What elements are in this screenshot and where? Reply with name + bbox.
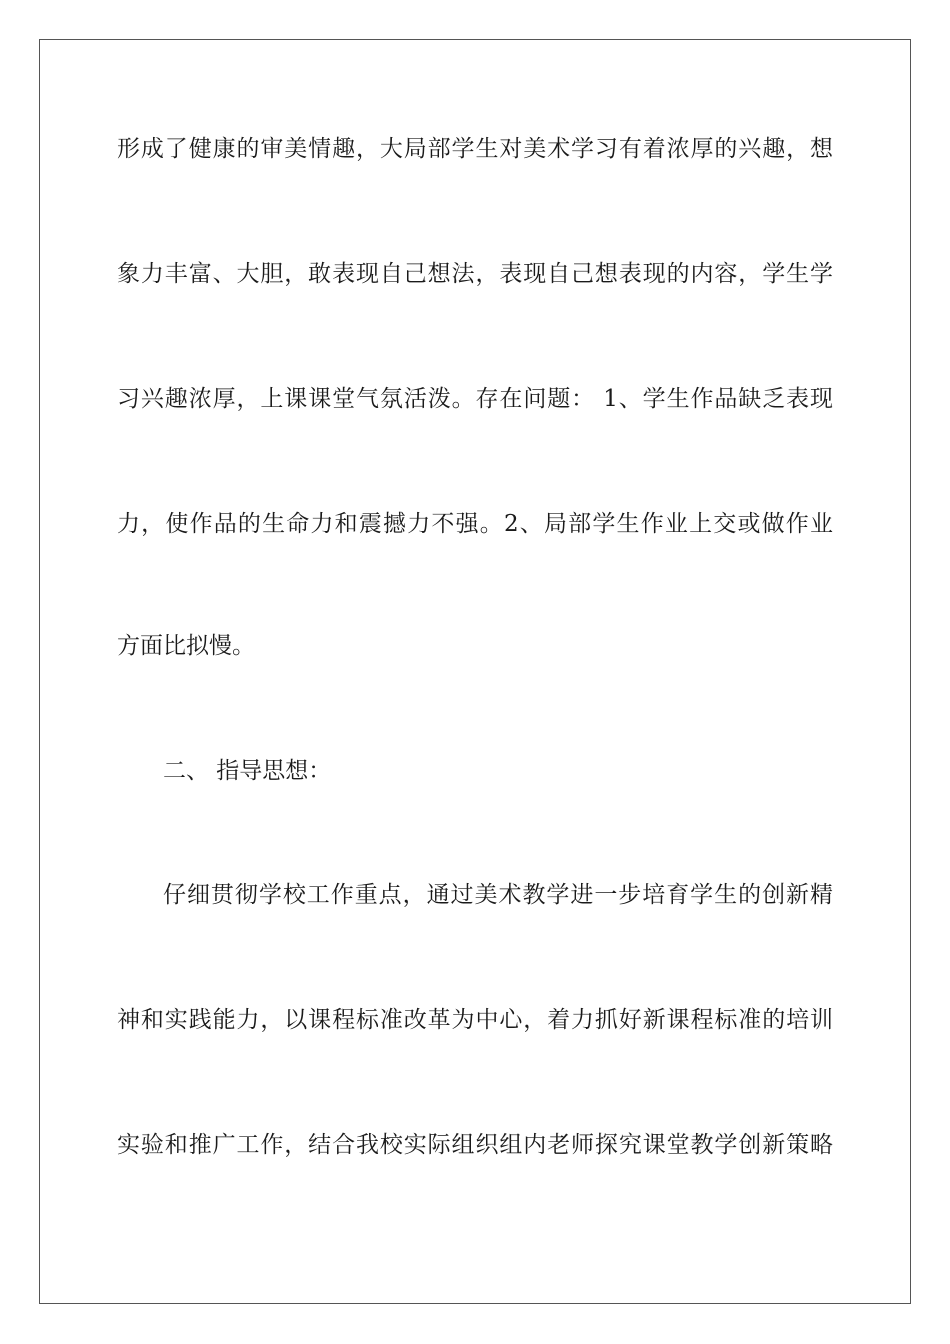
body-text-line: 力，使作品的生命力和震撼力不强。2、局部学生作业上交或做作业 (117, 511, 833, 537)
page-border (39, 39, 911, 1304)
body-text-line: 方面比拟慢。 (117, 633, 255, 659)
section-heading: 二、 指导思想： (163, 758, 332, 784)
body-text-line: 仔细贯彻学校工作重点，通过美术教学进一步培育学生的创新精 (163, 882, 833, 908)
body-text-line: 形成了健康的审美情趣，大局部学生对美术学习有着浓厚的兴趣，想 (117, 136, 833, 162)
body-text-line: 神和实践能力，以课程标准改革为中心，着力抓好新课程标准的培训 (117, 1007, 833, 1033)
body-text-line: 实验和推广工作，结合我校实际组织组内老师探究课堂教学创新策略 (117, 1132, 833, 1158)
body-text-line: 习兴趣浓厚，上课课堂气氛活泼。存在问题： 1、学生作品缺乏表现 (117, 386, 833, 412)
body-text-line: 象力丰富、大胆，敢表现自己想法，表现自己想表现的内容，学生学 (117, 261, 833, 287)
